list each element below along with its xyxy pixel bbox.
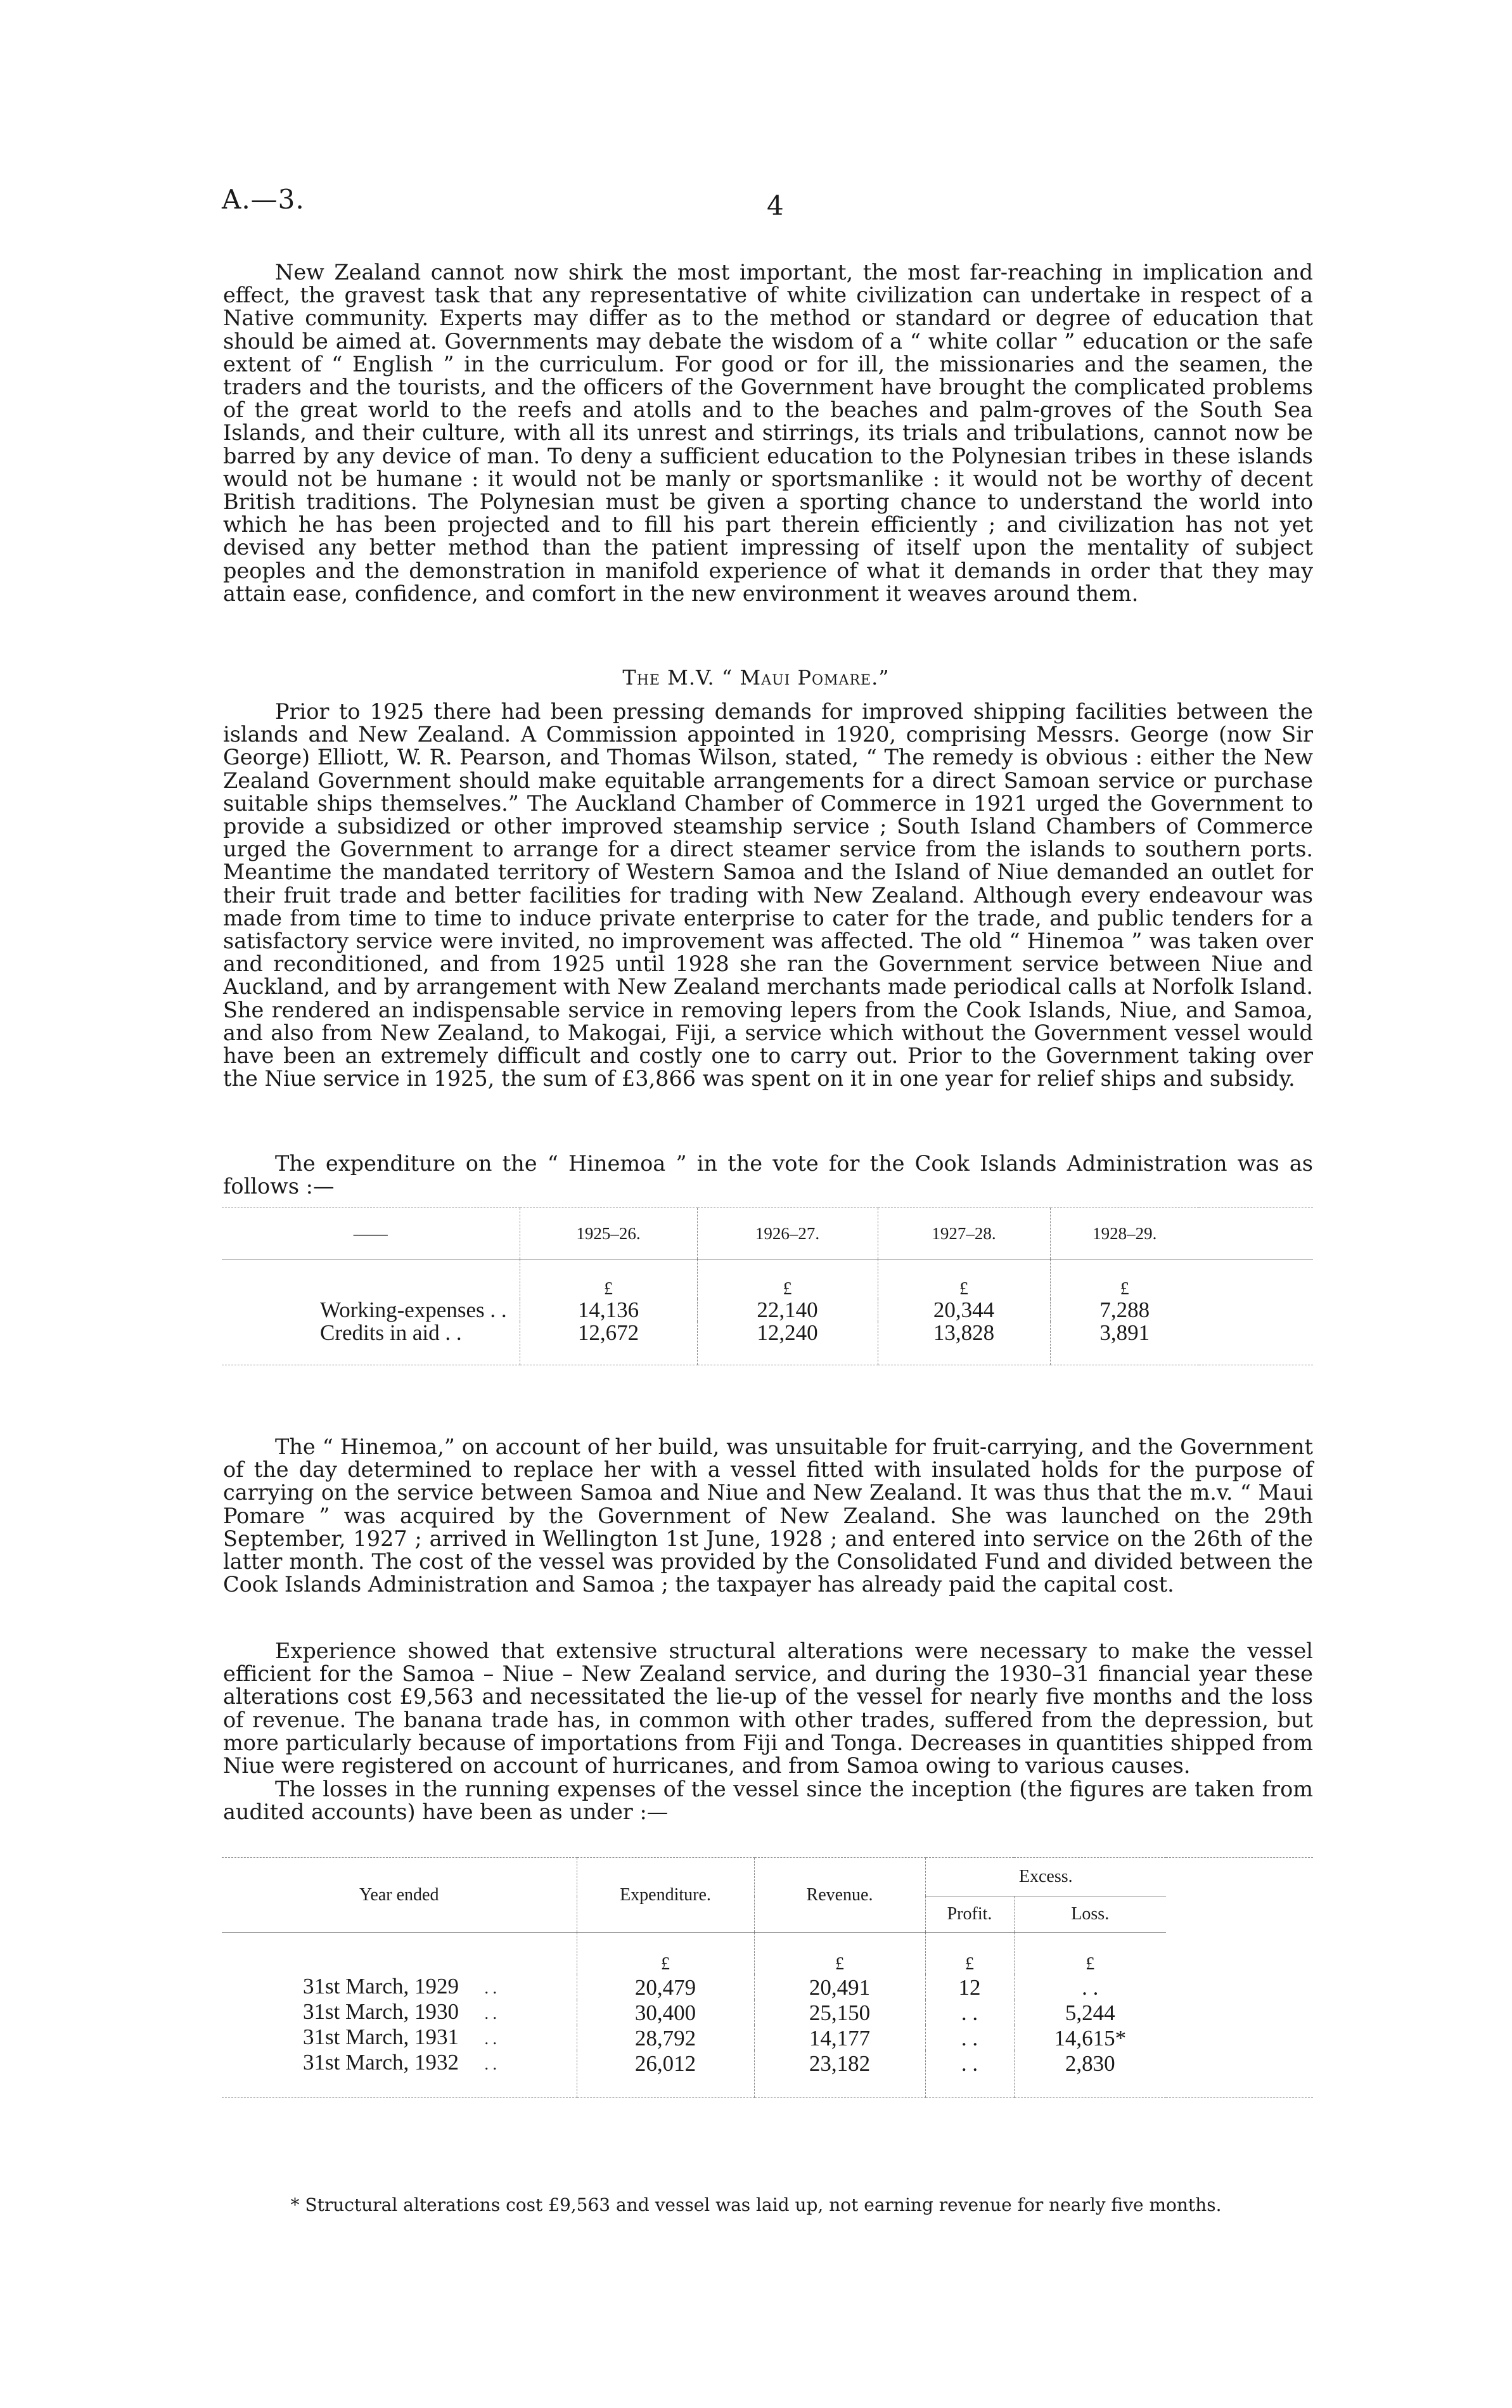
row-label: 31st March, 1929 . . [303, 1974, 497, 1999]
table-cell: 14,136 [520, 1299, 697, 1322]
row-label: Credits in aid . . [222, 1322, 520, 1365]
currency-symbol: £ [754, 1933, 925, 1975]
table-corner: —— [222, 1208, 520, 1259]
column-header: Profit. [925, 1896, 1014, 1933]
row-label: 31st March, 1931 . . [303, 2025, 497, 2049]
table-row [222, 1974, 1313, 2000]
table-cell: 3,891 [1050, 1322, 1199, 1365]
column-header: Expenditure. [577, 1858, 754, 1933]
currency-symbol: £ [925, 1933, 1014, 1975]
table-cell: 25,150 [754, 2000, 925, 2025]
currency-symbol: £ [1050, 1259, 1199, 1299]
currency-symbol: £ [878, 1259, 1050, 1299]
column-header: 1928–29. [1050, 1208, 1199, 1259]
hinemoa-expenditure-table [222, 1207, 1313, 1365]
column-header: Year ended [222, 1858, 577, 1933]
table-cell: 12,240 [697, 1322, 878, 1365]
paragraph-structural-alterations: Experience showed that extensive structural alterations were necessary to make the vessel efficient for the Samoa – Niue – New Zealand service, and during the 1930–31 financial year these alterations cost £9,563 and necessitated the lie-up of the vessel for nearly five months and the loss of revenue. The banana trade has, in common with other trades, suffered from the depression, but more particularly because of importations from Fiji and Tonga. Decreases in quantities shipped from Niue were registered on account of hurricanes, and from Samoa owing to various causes. [223, 1639, 1313, 1779]
paragraph-shipping-history: Prior to 1925 there had been pressing demands for improved shipping facilities between the islands and New Zealand. A Commission appointed in 1920, comprising Messrs. George (now Sir George) Elliott, W. R. Pearson, and Thomas Wilson, stated, “ The remedy is obvious : either the New Zealand Government should make equitable arrangements for a direct Samoan service or purchase suitable ships themselves.” The Auckland Chamber of Commerce in 1921 urged the Government to provide a subsidized or other improved steamship service ; South Island Chambers of Commerce urged the Government to arrange for a direct steamer service from the islands to southern ports. Meantime the mandated territory of Western Samoa and the Island of Niue demanded an outlet for their fruit trade and better facilities for trading with New Zealand. Although every endeavour was made from time to time to induce private enterprise to cater for the trade, and public tenders for a satisfactory service were invited, no improvement was affected. The old “ Hinemoa ” was taken over and reconditioned, and from 1925 until 1928 she ran the Government service between Niue and Auckland, and by arrangement with New Zealand merchants made periodical calls at Norfolk Island. She rendered an indispensable service in removing lepers from the Cook Islands, Niue, and Samoa, and also from New Zealand, to Makogai, Fiji, a service which without the Government vessel would have been an extremely difficult and costly one to carry out. Prior to the Government taking over the Niue service in 1925, the sum of £3,866 was spent on it in one year for relief ships and subsidy. [223, 699, 1313, 1091]
table-row [222, 2025, 1313, 2051]
section-heading: The M.V. “ Maui Pomare.” [622, 666, 890, 690]
table-row [222, 2051, 1313, 2098]
table-cell: . . [925, 2000, 1014, 2025]
table-cell: 20,491 [754, 1974, 925, 2000]
currency-symbol: £ [1014, 1933, 1166, 1975]
table-cell: 20,344 [878, 1299, 1050, 1322]
column-header: Revenue. [754, 1858, 925, 1933]
table-cell: 14,615* [1014, 2025, 1166, 2051]
table-cell: 13,828 [878, 1322, 1050, 1365]
column-group-header: Excess. [925, 1858, 1166, 1896]
running-losses-table [222, 1857, 1313, 2098]
table-cell: 5,244 [1014, 2000, 1166, 2025]
table-row [222, 1322, 1313, 1365]
paragraph-losses-intro: The losses in the running expenses of the vessel since the inception (the figures are taken from audited accounts) have been as under :— [223, 1777, 1313, 1825]
table-cell: 20,479 [577, 1974, 754, 2000]
table-cell: 26,012 [577, 2051, 754, 2098]
column-header: 1927–28. [878, 1208, 1050, 1259]
table-cell: 12,672 [520, 1322, 697, 1365]
table-header-row [222, 1858, 1313, 1896]
currency-symbol: £ [577, 1933, 754, 1975]
currency-symbol: £ [697, 1259, 878, 1299]
currency-symbol: £ [520, 1259, 697, 1299]
paragraph-education: New Zealand cannot now shirk the most important, the most far-reaching in implication and effect, the gravest task that any representative of white civilization can undertake in respect of a Native community. Experts may differ as to the method or standard or degree of education that should be aimed at. Governments may debate the wisdom of a “ white collar ” education or the safe extent of “ English ” in the curriculum. For good or for ill, the missionaries and the seamen, the traders and the tourists, and the officers of the Government have brought the complicated problems of the great world to the reefs and atolls and to the beaches and palm-groves of the South Sea Islands, and their culture, with all its unrest and stirrings, its trials and tribulations, cannot now be barred by any device of man. To deny a sufficient education to the Polynesian tribes in these islands would not be humane : it would not be manly or sportsmanlike : it would not be worthy of decent British traditions. The Polynesian must be given a sporting chance to understand the world into which he has been projected and to fill his part therein efficiently ; and civilization has not yet devised any better method than the patient impressing of itself upon the mentality of subject peoples and the demonstration in manifold experience of what it demands in order that they may attain ease, confidence, and comfort in the new environment it weaves around them. [223, 260, 1313, 606]
column-header: 1925–26. [520, 1208, 697, 1259]
paragraph-hinemoa-expenditure: The expenditure on the “ Hinemoa ” in the vote for the Cook Islands Administration was as follows :— [223, 1151, 1313, 1199]
column-header: 1926–27. [697, 1208, 878, 1259]
table-cell: 28,792 [577, 2025, 754, 2051]
table-cell: 14,177 [754, 2025, 925, 2051]
page-number: 4 [767, 190, 784, 221]
table-cell: 12 [925, 1974, 1014, 2000]
table-cell: 23,182 [754, 2051, 925, 2098]
currency-row [222, 1259, 1313, 1299]
table-cell: 2,830 [1014, 2051, 1166, 2098]
table-cell: . . [925, 2025, 1014, 2051]
column-header: Loss. [1014, 1896, 1166, 1933]
row-label: 31st March, 1932 . . [222, 2051, 577, 2098]
row-label: 31st March, 1930 . . [303, 1999, 497, 2024]
table-cell: . . [925, 2051, 1014, 2098]
table-footnote: * Structural alterations cost £9,563 and vessel was laid up, not earning revenue for nearly five months. [290, 2194, 1222, 2215]
currency-row [222, 1933, 1313, 1975]
table-row [222, 2000, 1313, 2025]
table-cell: 30,400 [577, 2000, 754, 2025]
row-label: Working-expenses . . [320, 1297, 507, 1322]
paragraph-maui-pomare-acquisition: The “ Hinemoa,” on account of her build, was unsuitable for fruit-carrying, and the Government of the day determined to replace her with a vessel fitted with insulated holds for the purpose of carrying on the service between Samoa and Niue and New Zealand. It was thus that the m.v. “ Maui Pomare ” was acquired by the Government of New Zealand. She was launched on the 29th September, 1927 ; arrived in Wellington 1st June, 1928 ; and entered into service on the 26th of the latter month. The cost of the vessel was provided by the Consolidated Fund and divided between the Cook Islands Administration and Samoa ; the taxpayer has already paid the capital cost. [223, 1434, 1313, 1597]
table-header-row [222, 1208, 1313, 1259]
table-cell: . . [1014, 1974, 1166, 2000]
table-cell: 22,140 [697, 1299, 878, 1322]
table-cell: 7,288 [1050, 1299, 1199, 1322]
report-reference: A.—3. [222, 184, 305, 215]
table-row [222, 1299, 1313, 1322]
